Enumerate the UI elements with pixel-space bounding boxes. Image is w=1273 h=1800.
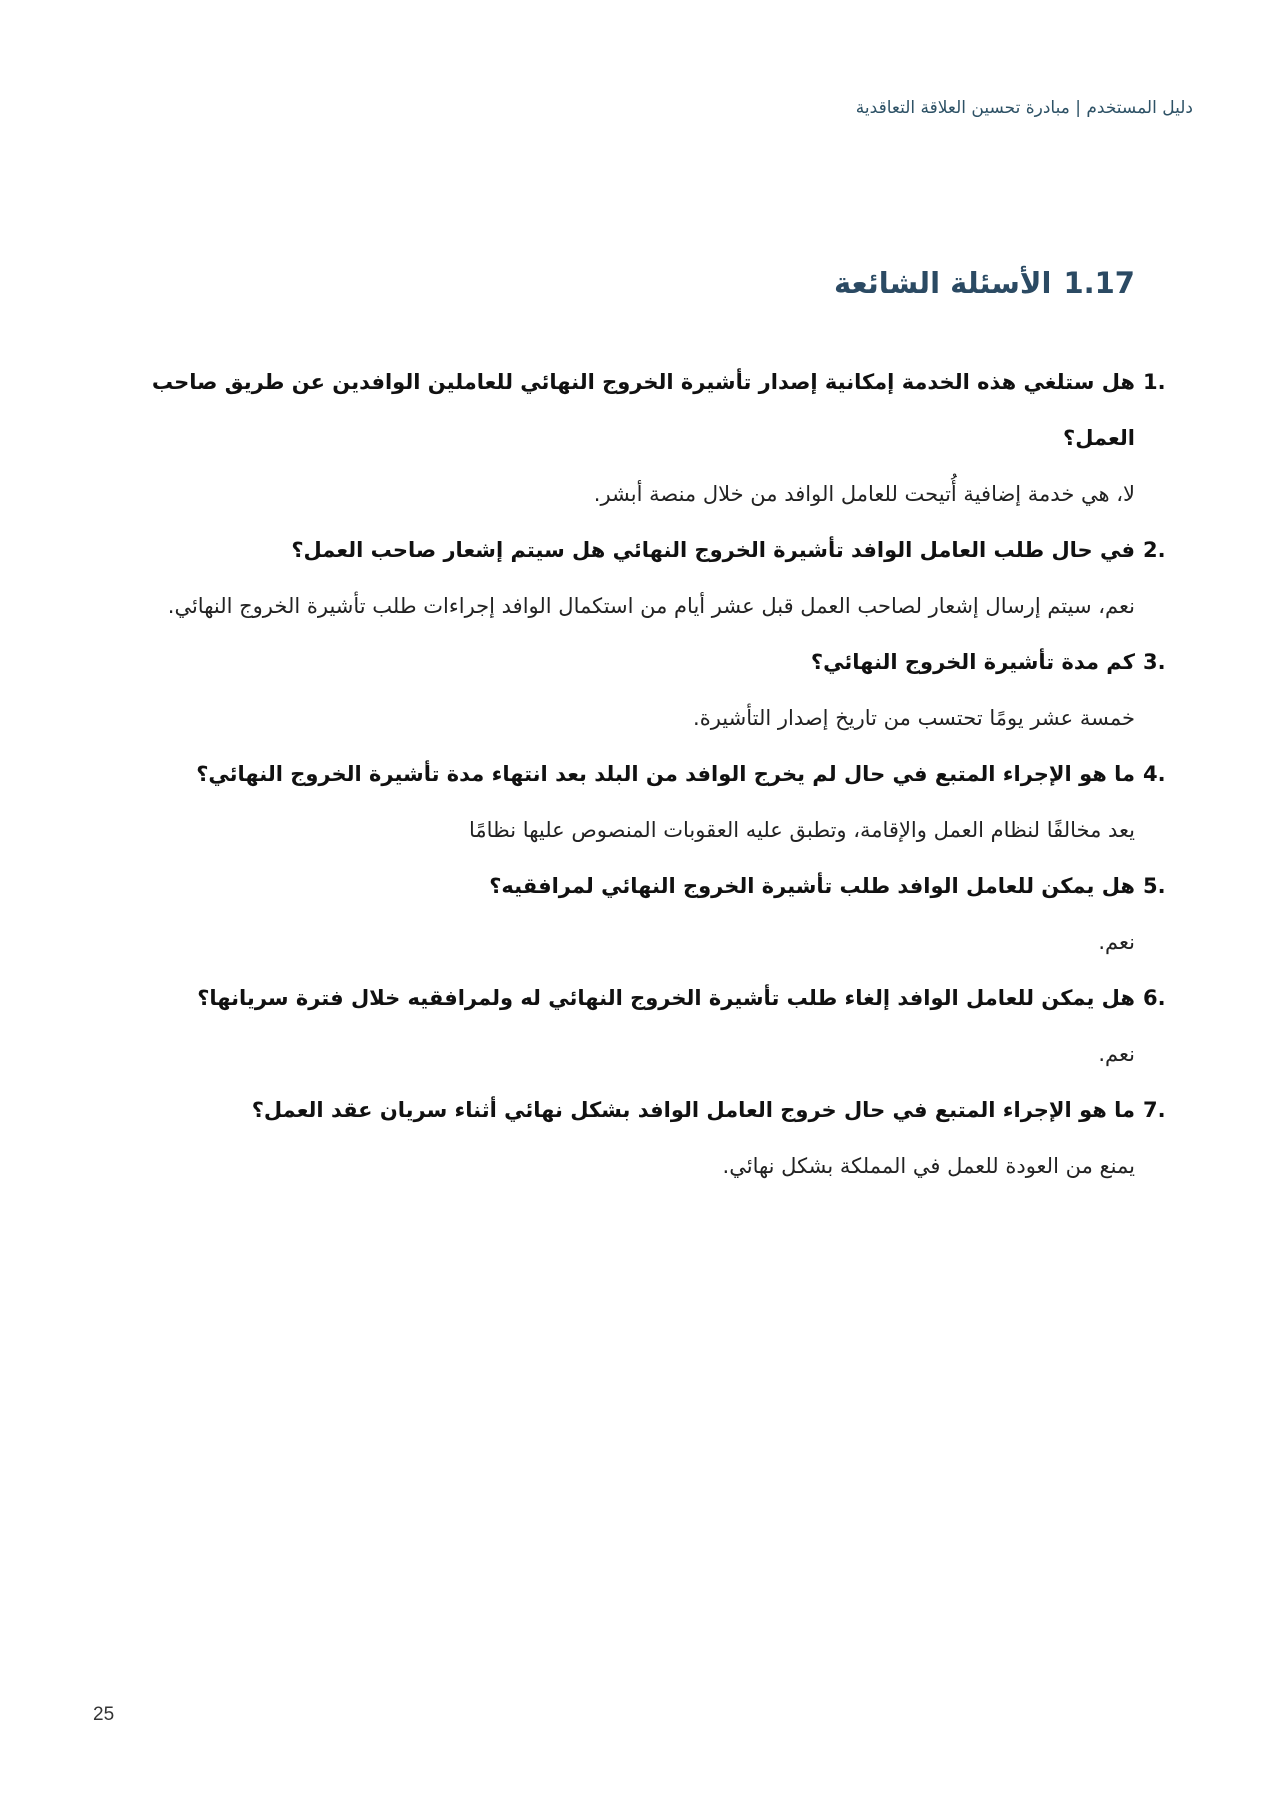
faq-question-number: 5.	[1143, 874, 1166, 898]
section-title-text: الأسئلة الشائعة	[833, 266, 1052, 300]
faq-item-5	[90, 858, 1166, 970]
faq-question-number: 4.	[1143, 762, 1166, 786]
faq-answer: نعم.	[1098, 930, 1135, 954]
faq-item-7	[90, 1082, 1166, 1194]
faq-question-text: ما هو الإجراء المتبع في حال خروج العامل الوافد بشكل نهائي أثناء سريان عقد العمل؟	[251, 1098, 1135, 1122]
faq-item-6	[90, 970, 1166, 1082]
faq-answer: نعم، سيتم إرسال إشعار لصاحب العمل قبل عشر أيام من استكمال الوافد إجراءات طلب تأشيرة الخروج النهائي.	[167, 594, 1135, 618]
faq-question	[90, 522, 1166, 578]
faq-item-2	[90, 522, 1166, 634]
faq-question	[90, 1082, 1166, 1138]
faq-list	[90, 354, 1166, 1194]
section-title	[834, 266, 1135, 300]
faq-question	[90, 970, 1166, 1026]
faq-question-text: هل يمكن للعامل الوافد طلب تأشيرة الخروج النهائي لمرافقيه؟	[489, 874, 1135, 898]
faq-answer: يمنع من العودة للعمل في المملكة بشكل نهائي.	[722, 1154, 1135, 1178]
faq-item-3	[90, 634, 1166, 746]
faq-question-text: كم مدة تأشيرة الخروج النهائي؟	[810, 650, 1135, 674]
faq-answer: يعد مخالفًا لنظام العمل والإقامة، وتطبق عليه العقوبات المنصوص عليها نظامًا	[469, 818, 1135, 842]
faq-question	[90, 354, 1166, 466]
faq-item-1	[90, 354, 1166, 522]
faq-question-number: 7.	[1143, 1098, 1166, 1122]
faq-question-number: 6.	[1143, 986, 1166, 1010]
faq-question-number: 3.	[1143, 650, 1166, 674]
faq-question	[90, 746, 1166, 802]
faq-item-4	[90, 746, 1166, 858]
page-number: 25	[93, 1704, 115, 1725]
faq-answer: نعم.	[1098, 1042, 1135, 1066]
faq-question-text: في حال طلب العامل الوافد تأشيرة الخروج النهائي هل سيتم إشعار صاحب العمل؟	[291, 538, 1135, 562]
faq-question-number: 1.	[1143, 370, 1166, 394]
faq-question	[90, 858, 1166, 914]
section-number: 1.17	[1063, 266, 1135, 300]
page-header: دليل المستخدم | مبادرة تحسين العلاقة التعاقدية	[855, 98, 1193, 118]
faq-question	[90, 634, 1166, 690]
faq-question-number: 2.	[1143, 538, 1166, 562]
faq-answer: لا، هي خدمة إضافية أُتيحت للعامل الوافد من خلال منصة أبشر.	[593, 482, 1135, 506]
faq-question-text: هل يمكن للعامل الوافد إلغاء طلب تأشيرة الخروج النهائي له ولمرافقيه خلال فترة سريانها؟	[197, 986, 1135, 1010]
faq-question-text: هل ستلغي هذه الخدمة إمكانية إصدار تأشيرة الخروج النهائي للعاملين الوافدين عن طريق صاحب العمل؟	[151, 370, 1135, 450]
faq-answer: خمسة عشر يومًا تحتسب من تاريخ إصدار التأشيرة.	[693, 706, 1135, 730]
faq-question-text: ما هو الإجراء المتبع في حال لم يخرج الوافد من البلد بعد انتهاء مدة تأشيرة الخروج النهائي؟	[196, 762, 1135, 786]
